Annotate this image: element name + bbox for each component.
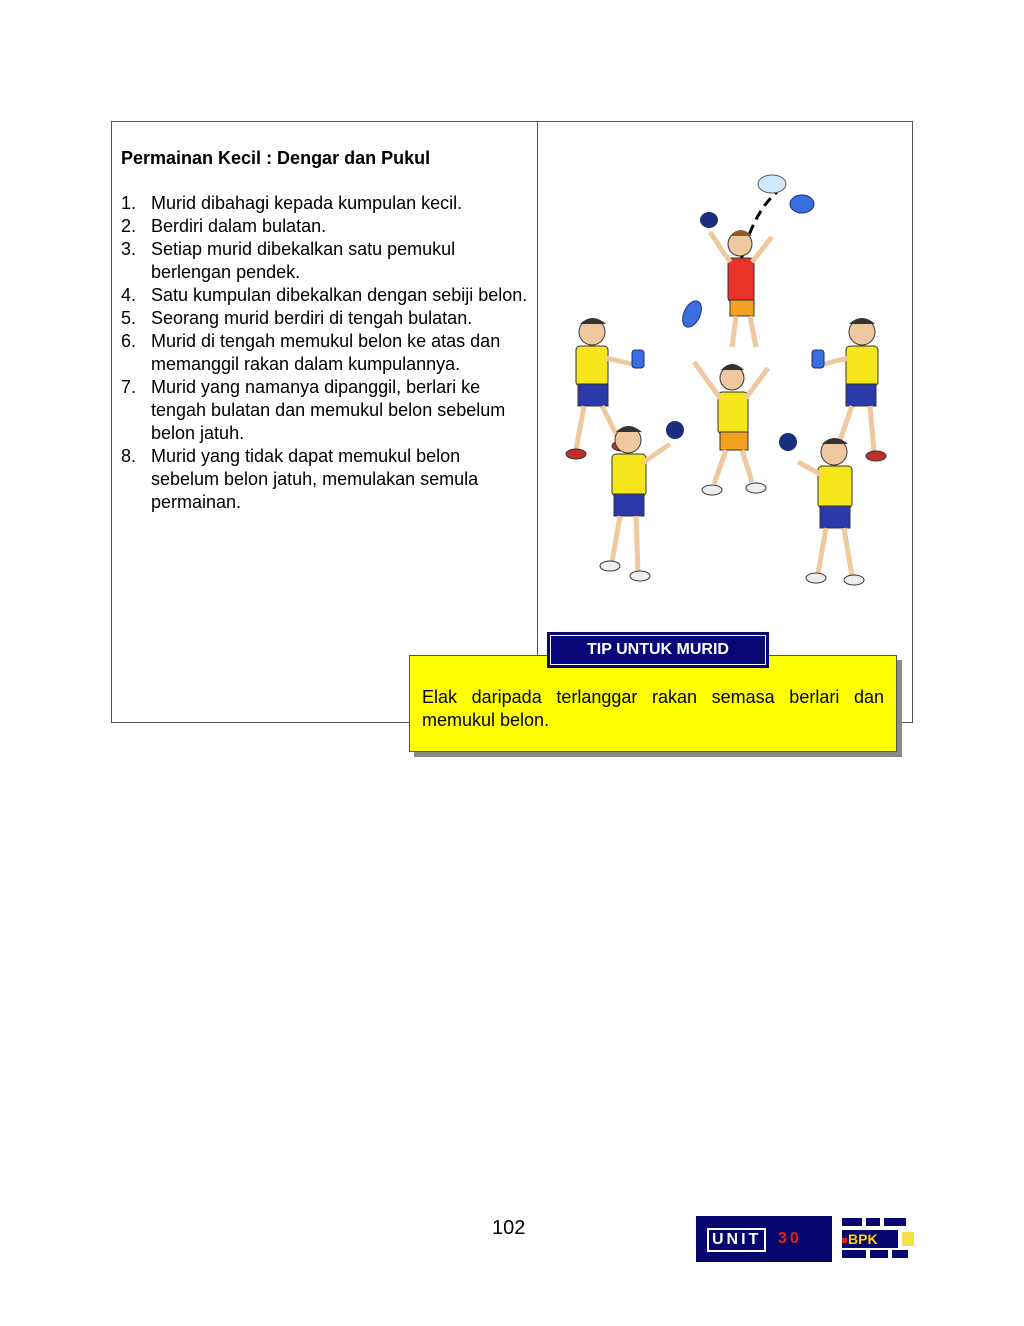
svg-text:BPK: BPK	[848, 1231, 878, 1247]
unit-badge	[696, 1216, 832, 1262]
step-text: Satu kumpulan dibekalkan dengan sebiji belon.	[151, 285, 528, 305]
child-figure-bottom-right	[779, 433, 864, 585]
list-item	[121, 192, 529, 215]
step-number: 1.	[121, 193, 137, 213]
tip-box	[409, 655, 897, 752]
unit-number: 30	[778, 1230, 802, 1247]
balloon-icon	[758, 175, 786, 193]
tip-label: TIP UNTUK MURID	[547, 632, 769, 668]
step-text: Seorang murid berdiri di tengah bulatan.	[151, 308, 473, 328]
step-text: Murid di tengah memukul belon ke atas dan memanggil rakan dalam kumpulannya.	[151, 331, 501, 374]
child-figure-center	[694, 362, 768, 495]
bpk-logo	[838, 1214, 918, 1262]
activity-table	[111, 121, 913, 723]
step-text: Murid yang namanya dipanggil, berlari ke tengah bulatan dan memukul belon sebelum belon jatuh.	[151, 377, 506, 443]
step-number: 6.	[121, 331, 137, 351]
step-number: 4.	[121, 285, 137, 305]
step-number: 7.	[121, 377, 137, 397]
list-item	[121, 284, 529, 307]
step-text: Murid yang tidak dapat memukul belon sebelum belon jatuh, memulakan semula permainan.	[151, 446, 479, 512]
step-number: 5.	[121, 308, 137, 328]
page-number: 102	[492, 1217, 526, 1239]
list-item	[121, 238, 529, 284]
list-item	[121, 445, 529, 514]
paddle-icon	[790, 195, 814, 213]
list-item	[121, 376, 529, 445]
child-figure-right	[812, 318, 886, 461]
step-number: 3.	[121, 239, 137, 259]
step-text: Murid dibahagi kepada kumpulan kecil.	[151, 193, 463, 213]
unit-label: UNIT	[707, 1228, 766, 1252]
step-text: Berdiri dalam bulatan.	[151, 216, 327, 236]
list-item	[121, 307, 529, 330]
column-divider	[537, 122, 538, 722]
tip-text: Elak daripada terlanggar rakan semasa berlari dan memukul belon.	[422, 687, 884, 730]
step-number: 8.	[121, 446, 137, 466]
activity-title: Permainan Kecil : Dengar dan Pukul	[121, 148, 431, 168]
game-illustration	[562, 162, 892, 632]
step-text: Setiap murid dibekalkan satu pemukul berlengan pendek.	[151, 239, 456, 282]
child-figure-jumping	[679, 212, 772, 347]
list-item	[121, 215, 529, 238]
list-item	[121, 330, 529, 376]
steps-list	[121, 192, 529, 514]
step-number: 2.	[121, 216, 137, 236]
